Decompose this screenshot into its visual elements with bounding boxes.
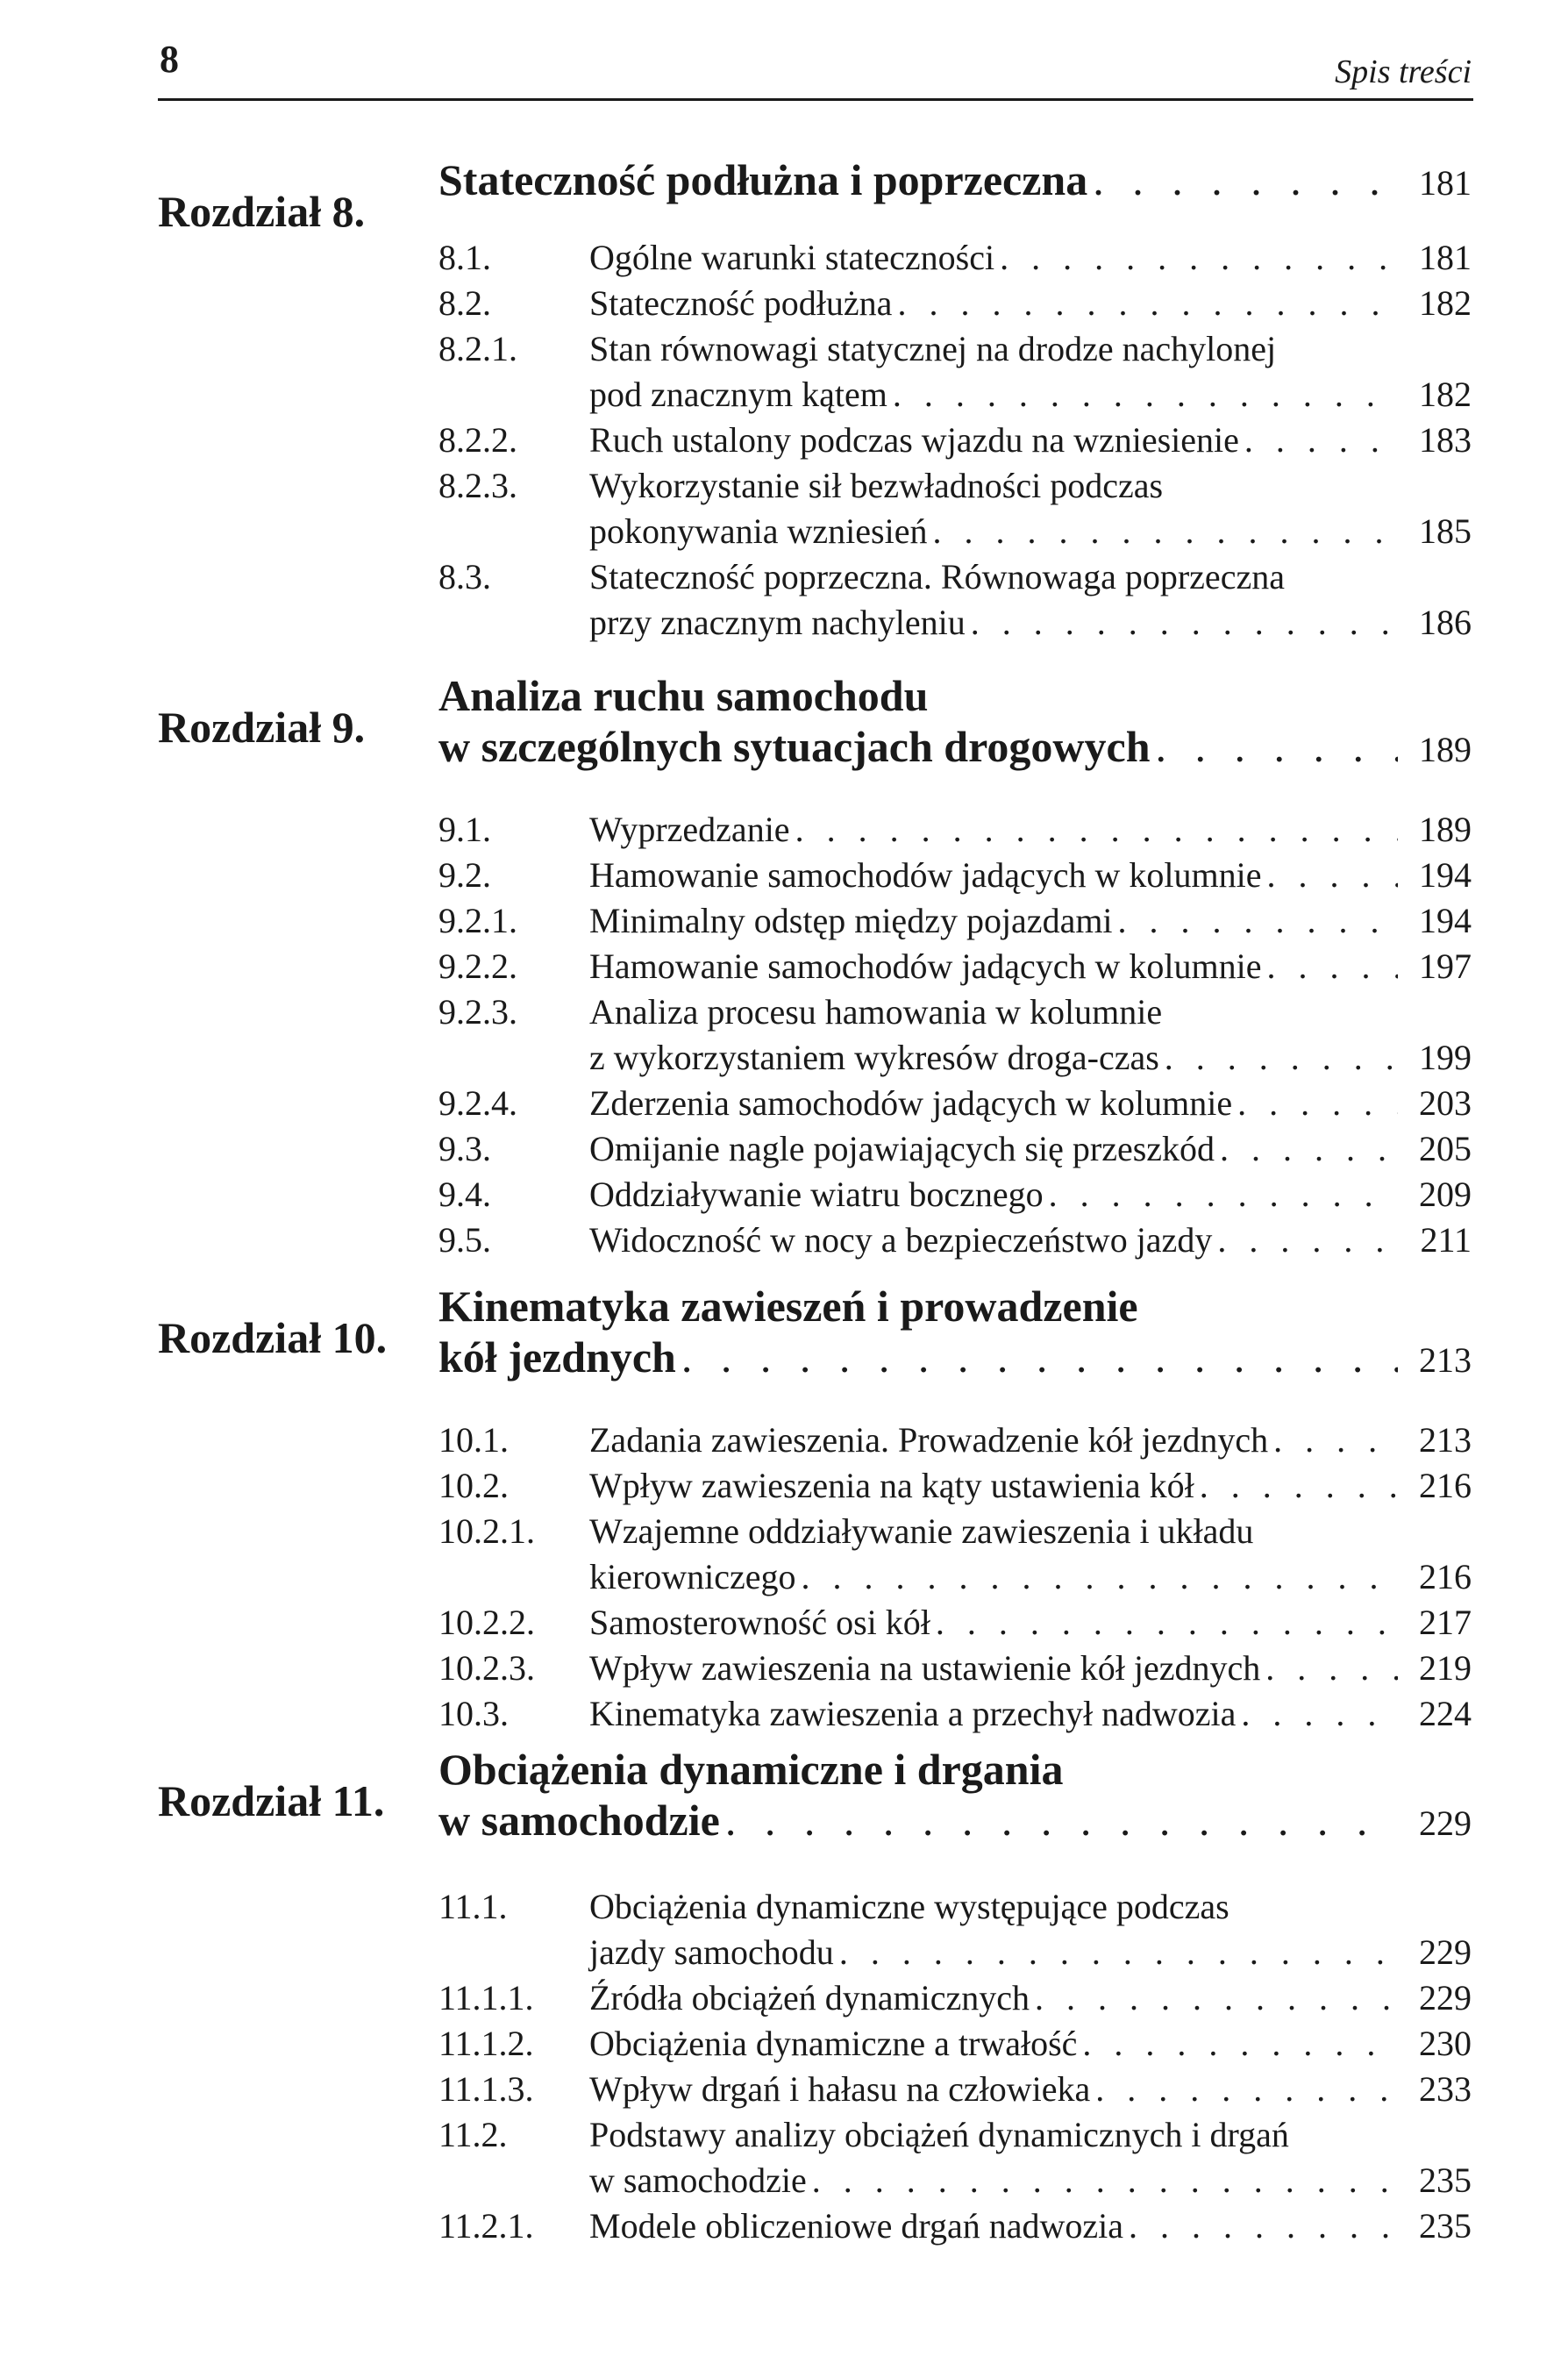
section-number: 11.1.1. [438, 1978, 534, 2017]
entry-title-line [589, 807, 1472, 853]
dot-leader [1212, 1218, 1398, 1263]
section-number: 10.2.3. [438, 1648, 535, 1688]
entry-title-line [589, 1126, 1472, 1172]
chapter-title[interactable] [438, 154, 1472, 209]
chapter-title-line [438, 1281, 1472, 1332]
entry-title-line [589, 1509, 1472, 1554]
chapter-title-line [438, 154, 1472, 209]
entry-page-number: 183 [1419, 420, 1472, 460]
dot-leader [1236, 1691, 1398, 1737]
entry-title-line [589, 554, 1472, 600]
chapter-title-line [438, 670, 1472, 721]
title-text: Wpływ zawieszenia na kąty ustawienia kół [589, 1466, 1194, 1505]
entry-page-number: 199 [1419, 1038, 1472, 1077]
entry-title-line [589, 1646, 1472, 1691]
entry-title [589, 1418, 1472, 1463]
entry-title-line [589, 1930, 1472, 1975]
dot-leader [676, 1332, 1398, 1382]
section-number: 8.2.3. [438, 466, 517, 505]
chapter-title-line [438, 1795, 1472, 1849]
entry-title [589, 1691, 1472, 1737]
chapter-label: Rozdział 8. [158, 187, 366, 236]
title-text: Kinematyka zawieszeń i prowadzenie [438, 1282, 1138, 1331]
entry-page-number: 235 [1419, 2206, 1472, 2246]
title-text: w samochodzie [438, 1796, 720, 1845]
entry-title [589, 1884, 1472, 1975]
title-text: Analiza procesu hamowania w kolumnie [589, 992, 1163, 1032]
entry-title-line [589, 989, 1472, 1035]
header-rule [158, 98, 1473, 101]
chapter-label: Rozdział 10. [158, 1313, 388, 1362]
entry-page-number: 224 [1419, 1694, 1472, 1733]
section-number: 9.2.4. [438, 1083, 517, 1123]
entry-title-line [589, 235, 1472, 281]
entry-title-line [589, 1035, 1472, 1081]
entry-title-line [589, 1884, 1472, 1930]
entry-title-line [589, 509, 1472, 554]
section-number: 10.2.2. [438, 1603, 535, 1642]
chapter-title-line [438, 1744, 1472, 1795]
dot-leader [994, 235, 1398, 281]
section-number: 10.1. [438, 1420, 509, 1460]
entry-title [589, 1081, 1472, 1126]
entry-page-number: 216 [1419, 1557, 1472, 1596]
entry-title [589, 944, 1472, 989]
title-text: Ruch ustalony podczas wjazdu na wzniesienie [589, 420, 1239, 460]
entry-title-line [589, 1218, 1472, 1263]
dot-leader [930, 1600, 1398, 1646]
title-text: pod znacznym kątem [589, 375, 887, 414]
entry-title [589, 1509, 1472, 1600]
section-number: 8.1. [438, 238, 491, 277]
entry-title [589, 898, 1472, 944]
entry-title [589, 2067, 1472, 2112]
title-text: Analiza ruchu samochodu [438, 671, 929, 720]
entry-title [589, 2203, 1472, 2249]
entry-title-line [589, 326, 1472, 372]
chapter-label: Rozdział 11. [158, 1776, 385, 1825]
section-number: 8.3. [438, 557, 491, 596]
entry-title [589, 418, 1472, 463]
chapter-title[interactable] [438, 1744, 1472, 1849]
entry-title-line [589, 1463, 1472, 1509]
title-text: Wzajemne oddziaływanie zawieszenia i układu [589, 1511, 1254, 1551]
entry-page-number: 203 [1419, 1083, 1472, 1123]
entry-title-line [589, 1418, 1472, 1463]
title-text: Stateczność poprzeczna. Równowaga poprzeczna [589, 557, 1285, 596]
dot-leader [892, 281, 1398, 326]
dot-leader [1030, 1975, 1398, 2021]
title-text: Obciążenia dynamiczne występujące podczas [589, 1887, 1229, 1926]
dot-leader [1077, 2021, 1398, 2067]
entry-title-line [589, 1172, 1472, 1218]
title-text: Stateczność podłużna i poprzeczna [438, 155, 1088, 204]
section-number: 9.4. [438, 1175, 491, 1214]
dot-leader [795, 1554, 1398, 1600]
entry-page-number: 229 [1419, 1932, 1472, 1972]
entry-page-number: 209 [1419, 1175, 1472, 1214]
entry-page-number: 185 [1419, 511, 1472, 551]
chapter-page-number: 213 [1419, 1340, 1472, 1380]
dot-leader [1090, 2067, 1398, 2112]
title-text: Wpływ drgań i hałasu na człowieka [589, 2069, 1091, 2109]
dot-leader [1268, 1418, 1398, 1463]
title-text: Obciążenia dynamiczne a trwałość [589, 2024, 1078, 2063]
entry-title-line [589, 2203, 1472, 2249]
dot-leader [1087, 154, 1398, 205]
section-number: 9.2.2. [438, 946, 517, 986]
chapter-title-line [438, 721, 1472, 775]
entry-title [589, 1218, 1472, 1263]
entry-title-line [589, 1691, 1472, 1737]
entry-title-line [589, 1600, 1472, 1646]
section-number: 9.2.1. [438, 901, 517, 940]
title-text: Wyprzedzanie [589, 810, 790, 849]
chapter-page-number: 229 [1419, 1803, 1472, 1843]
entry-page-number: 189 [1419, 810, 1472, 849]
dot-leader [1261, 853, 1398, 898]
section-number: 9.5. [438, 1220, 491, 1260]
title-text: Obciążenia dynamiczne i drgania [438, 1745, 1064, 1794]
chapter-page-number: 181 [1419, 163, 1472, 203]
entry-page-number: 181 [1419, 238, 1472, 277]
entry-page-number: 194 [1419, 901, 1472, 940]
section-number: 11.2.1. [438, 2206, 534, 2246]
dot-leader [1232, 1081, 1398, 1126]
running-head: Spis treści [1335, 54, 1472, 90]
entry-page-number: 213 [1419, 1420, 1472, 1460]
entry-page-number: 194 [1419, 855, 1472, 895]
title-text: Stateczność podłużna [589, 283, 893, 323]
entry-page-number: 233 [1419, 2069, 1472, 2109]
title-text: Podstawy analizy obciążeń dynamicznych i drgań [589, 2115, 1289, 2154]
dot-leader [834, 1930, 1398, 1975]
title-text: Źródła obciążeń dynamicznych [589, 1978, 1030, 2017]
entry-title [589, 1463, 1472, 1509]
entry-title-line [589, 1081, 1472, 1126]
title-text: Samosterowność osi kół [589, 1603, 930, 1642]
title-text: Zderzenia samochodów jadących w kolumnie [589, 1083, 1233, 1123]
entry-title-line [589, 418, 1472, 463]
section-number: 11.1.3. [438, 2069, 534, 2109]
dot-leader [887, 372, 1398, 418]
entry-title [589, 853, 1472, 898]
dot-leader [1159, 1035, 1398, 1081]
entry-title [589, 235, 1472, 281]
title-text: w szczególnych sytuacjach drogowych [438, 722, 1151, 771]
dot-leader [1215, 1126, 1398, 1172]
entry-title [589, 326, 1472, 418]
dot-leader [966, 600, 1398, 646]
dot-leader [927, 509, 1398, 554]
title-text: kierowniczego [589, 1557, 796, 1596]
title-text: Modele obliczeniowe drgań nadwozia [589, 2206, 1124, 2246]
section-number: 8.2.2. [438, 420, 517, 460]
section-number: 8.2. [438, 283, 491, 323]
title-text: przy znacznym nachyleniu [589, 603, 966, 642]
chapter-title[interactable] [438, 1281, 1472, 1386]
title-text: jazdy samochodu [589, 1932, 834, 1972]
chapter-title[interactable] [438, 670, 1472, 775]
entry-title-line [589, 853, 1472, 898]
entry-page-number: 235 [1419, 2160, 1472, 2200]
title-text: Wykorzystanie sił bezwładności podczas [589, 466, 1164, 505]
section-number: 10.2.1. [438, 1511, 535, 1551]
section-number: 9.1. [438, 810, 491, 849]
title-text: Stan równowagi statycznej na drodze nachylonej [589, 329, 1277, 368]
entry-title-line [589, 2158, 1472, 2203]
title-text: Ogólne warunki stateczności [589, 238, 995, 277]
entry-title-line [589, 600, 1472, 646]
title-text: Hamowanie samochodów jadących w kolumnie [589, 946, 1262, 986]
dot-leader [807, 2158, 1398, 2203]
entry-title [589, 807, 1472, 853]
entry-page-number: 182 [1419, 283, 1472, 323]
dot-leader [1113, 898, 1398, 944]
section-number: 10.2. [438, 1466, 509, 1505]
entry-title-line [589, 372, 1472, 418]
dot-leader [1123, 2203, 1398, 2249]
entry-page-number: 211 [1420, 1220, 1472, 1260]
entry-title [589, 1646, 1472, 1691]
title-text: w samochodzie [589, 2160, 807, 2200]
dot-leader [1151, 721, 1399, 772]
page-number: 8 [160, 38, 179, 81]
entry-title [589, 1172, 1472, 1218]
section-number: 11.1.2. [438, 2024, 534, 2063]
entry-title-line [589, 463, 1472, 509]
section-number: 8.2.1. [438, 329, 517, 368]
entry-page-number: 230 [1419, 2024, 1472, 2063]
entry-title-line [589, 281, 1472, 326]
entry-title [589, 281, 1472, 326]
entry-page-number: 182 [1419, 375, 1472, 414]
chapter-page-number: 189 [1419, 730, 1472, 769]
section-number: 9.3. [438, 1129, 491, 1168]
section-number: 11.1. [438, 1887, 508, 1926]
title-text: Widoczność w nocy a bezpieczeństwo jazdy [589, 1220, 1213, 1260]
entry-title-line [589, 1975, 1472, 2021]
entry-page-number: 216 [1419, 1466, 1472, 1505]
title-text: Kinematyka zawieszenia a przechył nadwozia [589, 1694, 1237, 1733]
chapter-title-line [438, 1332, 1472, 1386]
dot-leader [1194, 1463, 1398, 1509]
dot-leader [1239, 418, 1398, 463]
title-text: Wpływ zawieszenia na ustawienie kół jezdnych [589, 1648, 1261, 1688]
entry-title-line [589, 944, 1472, 989]
entry-title [589, 989, 1472, 1081]
entry-title-line [589, 2112, 1472, 2158]
title-text: pokonywania wzniesień [589, 511, 928, 551]
entry-page-number: 197 [1419, 946, 1472, 986]
title-text: Zadania zawieszenia. Prowadzenie kół jezdnych [589, 1420, 1269, 1460]
entry-title-line [589, 2067, 1472, 2112]
dot-leader [1044, 1172, 1398, 1218]
entry-title [589, 2112, 1472, 2203]
entry-title-line [589, 1554, 1472, 1600]
entry-title [589, 463, 1472, 554]
title-text: Hamowanie samochodów jadących w kolumnie [589, 855, 1262, 895]
dot-leader [790, 807, 1398, 853]
entry-title-line [589, 2021, 1472, 2067]
section-number: 10.3. [438, 1694, 509, 1733]
dot-leader [1261, 944, 1398, 989]
entry-page-number: 217 [1419, 1603, 1472, 1642]
entry-title [589, 2021, 1472, 2067]
entry-title [589, 1975, 1472, 2021]
dot-leader [1260, 1646, 1398, 1691]
title-text: Oddziaływanie wiatru bocznego [589, 1175, 1044, 1214]
entry-title [589, 1600, 1472, 1646]
entry-title [589, 554, 1472, 646]
title-text: Minimalny odstęp między pojazdami [589, 901, 1113, 940]
section-number: 9.2. [438, 855, 491, 895]
entry-page-number: 229 [1419, 1978, 1472, 2017]
chapter-label: Rozdział 9. [158, 703, 366, 752]
section-number: 9.2.3. [438, 992, 517, 1032]
dot-leader [720, 1795, 1398, 1846]
entry-page-number: 219 [1419, 1648, 1472, 1688]
section-number: 11.2. [438, 2115, 508, 2154]
entry-page-number: 205 [1419, 1129, 1472, 1168]
entry-title [589, 1126, 1472, 1172]
entry-page-number: 186 [1419, 603, 1472, 642]
title-text: Omijanie nagle pojawiających się przeszkód [589, 1129, 1215, 1168]
title-text: kół jezdnych [438, 1332, 676, 1382]
title-text: z wykorzystaniem wykresów droga-czas [589, 1038, 1159, 1077]
entry-title-line [589, 898, 1472, 944]
